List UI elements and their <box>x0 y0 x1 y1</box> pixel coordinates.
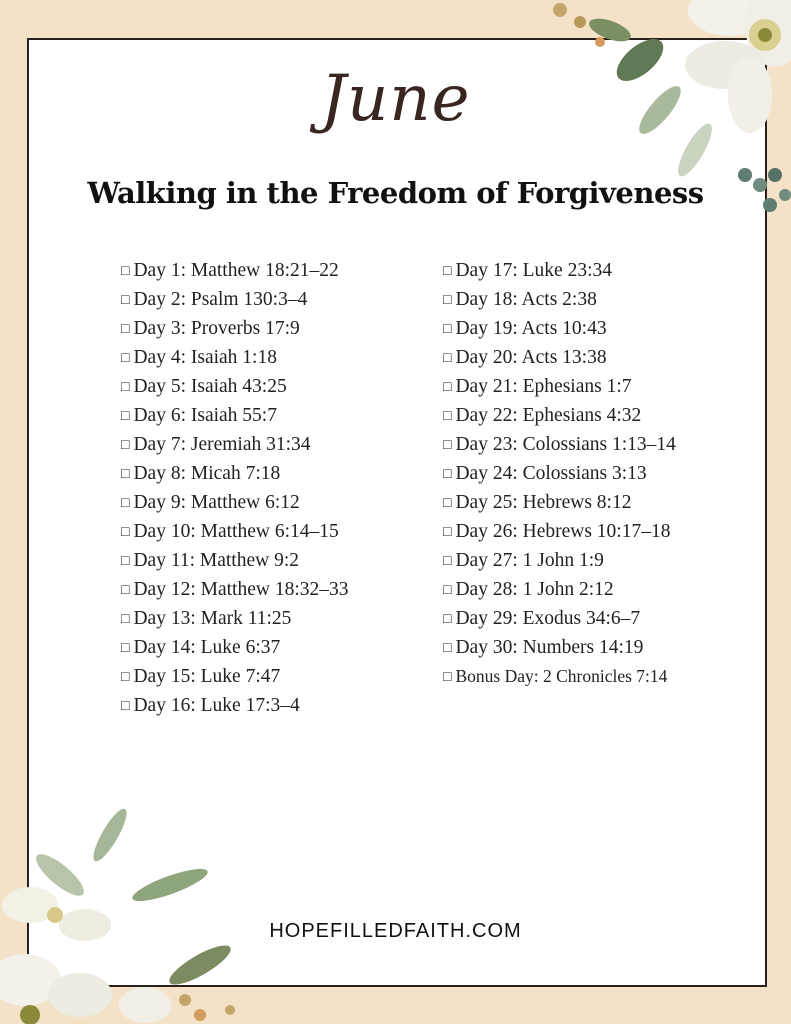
reading-item[interactable] <box>121 401 348 430</box>
month-title: June <box>320 62 471 136</box>
reading-label: Day 23: Colossians 1:13–14 <box>455 434 676 455</box>
reading-label: Day 22: Ephesians 4:32 <box>455 405 642 426</box>
reading-item[interactable] <box>443 488 676 517</box>
checkbox-icon[interactable]: □ <box>443 554 452 569</box>
reading-item[interactable] <box>443 256 676 285</box>
checkbox-icon[interactable]: □ <box>443 467 452 482</box>
reading-item[interactable] <box>121 256 348 285</box>
checkbox-icon[interactable]: □ <box>121 467 130 482</box>
checkbox-icon[interactable]: □ <box>121 322 130 337</box>
reading-item[interactable] <box>121 546 348 575</box>
reading-label: Day 21: Ephesians 1:7 <box>455 376 632 397</box>
checkbox-icon[interactable]: □ <box>121 699 130 714</box>
reading-label: Day 5: Isaiah 43:25 <box>133 376 287 397</box>
reading-item[interactable] <box>121 430 348 459</box>
checkbox-icon[interactable]: □ <box>121 496 130 511</box>
reading-label: Day 29: Exodus 34:6–7 <box>455 608 641 629</box>
reading-label: Day 15: Luke 7:47 <box>133 666 281 687</box>
reading-label: Day 12: Matthew 18:32–33 <box>133 579 349 600</box>
checkbox-icon[interactable]: □ <box>121 525 130 540</box>
reading-label: Day 16: Luke 17:3–4 <box>133 695 300 716</box>
reading-item[interactable] <box>121 604 348 633</box>
reading-label: Day 25: Hebrews 8:12 <box>455 492 632 513</box>
checkbox-icon[interactable]: □ <box>443 380 452 395</box>
checkbox-icon[interactable]: □ <box>121 351 130 366</box>
checkbox-icon[interactable]: □ <box>443 438 452 453</box>
checkbox-icon[interactable]: □ <box>121 293 130 308</box>
reading-label: Day 4: Isaiah 1:18 <box>133 347 277 368</box>
reading-label: Bonus Day: 2 Chronicles 7:14 <box>455 666 668 686</box>
checkbox-icon[interactable]: □ <box>443 670 452 685</box>
reading-item[interactable] <box>121 343 348 372</box>
reading-label: Day 27: 1 John 1:9 <box>455 550 604 571</box>
reading-list-right <box>443 256 676 691</box>
reading-item[interactable] <box>121 633 348 662</box>
reading-label: Day 7: Jeremiah 31:34 <box>133 434 311 455</box>
reading-item[interactable] <box>443 459 676 488</box>
reading-item[interactable] <box>121 517 348 546</box>
reading-label: Day 2: Psalm 130:3–4 <box>133 289 308 310</box>
reading-label: Day 9: Matthew 6:12 <box>133 492 300 513</box>
reading-item[interactable] <box>443 314 676 343</box>
reading-label: Day 14: Luke 6:37 <box>133 637 281 658</box>
checkbox-icon[interactable]: □ <box>121 438 130 453</box>
floral-bottom-left-decoration <box>0 805 330 1024</box>
checkbox-icon[interactable]: □ <box>443 525 452 540</box>
reading-item[interactable] <box>443 430 676 459</box>
checkbox-icon[interactable]: □ <box>443 351 452 366</box>
reading-item[interactable] <box>121 488 348 517</box>
reading-label: Day 18: Acts 2:38 <box>455 289 597 310</box>
reading-item[interactable] <box>121 575 348 604</box>
reading-item[interactable] <box>443 546 676 575</box>
reading-label: Day 28: 1 John 2:12 <box>455 579 614 600</box>
checkbox-icon[interactable]: □ <box>121 612 130 627</box>
reading-item[interactable] <box>121 691 348 720</box>
reading-item[interactable] <box>121 662 348 691</box>
checkbox-icon[interactable]: □ <box>443 496 452 511</box>
reading-label: Day 1: Matthew 18:21–22 <box>133 260 339 281</box>
reading-label: Day 19: Acts 10:43 <box>455 318 607 339</box>
checkbox-icon[interactable]: □ <box>443 583 452 598</box>
reading-label: Day 20: Acts 13:38 <box>455 347 607 368</box>
checkbox-icon[interactable]: □ <box>121 583 130 598</box>
reading-label: Day 6: Isaiah 55:7 <box>133 405 277 426</box>
checkbox-icon[interactable]: □ <box>443 322 452 337</box>
reading-item[interactable] <box>121 372 348 401</box>
checkbox-icon[interactable]: □ <box>121 670 130 685</box>
reading-label: Day 17: Luke 23:34 <box>455 260 612 281</box>
reading-item[interactable] <box>443 575 676 604</box>
reading-item[interactable] <box>443 604 676 633</box>
reading-list-left <box>121 256 348 720</box>
reading-item[interactable] <box>443 372 676 401</box>
reading-item[interactable] <box>121 459 348 488</box>
reading-item[interactable] <box>443 343 676 372</box>
checkbox-icon[interactable]: □ <box>121 409 130 424</box>
reading-label: Day 24: Colossians 3:13 <box>455 463 647 484</box>
website-footer: HOPEFILLEDFAITH.COM <box>269 920 522 942</box>
reading-label: Day 26: Hebrews 10:17–18 <box>455 521 671 542</box>
checkbox-icon[interactable]: □ <box>443 264 452 279</box>
reading-label: Day 30: Numbers 14:19 <box>455 637 644 658</box>
reading-item[interactable] <box>443 285 676 314</box>
checkbox-icon[interactable]: □ <box>121 380 130 395</box>
checkbox-icon[interactable]: □ <box>443 641 452 656</box>
reading-label: Day 11: Matthew 9:2 <box>133 550 300 571</box>
plan-subtitle: Walking in the Freedom of Forgiveness <box>87 176 704 210</box>
reading-label: Day 10: Matthew 6:14–15 <box>133 521 339 542</box>
reading-item[interactable] <box>443 401 676 430</box>
checkbox-icon[interactable]: □ <box>121 554 130 569</box>
reading-label: Day 3: Proverbs 17:9 <box>133 318 300 339</box>
reading-label: Day 13: Mark 11:25 <box>133 608 292 629</box>
bonus-reading-item[interactable] <box>443 662 676 691</box>
reading-item[interactable] <box>121 285 348 314</box>
reading-label: Day 8: Micah 7:18 <box>133 463 281 484</box>
checkbox-icon[interactable]: □ <box>121 264 130 279</box>
reading-item[interactable] <box>121 314 348 343</box>
checkbox-icon[interactable]: □ <box>121 641 130 656</box>
checkbox-icon[interactable]: □ <box>443 409 452 424</box>
reading-item[interactable] <box>443 517 676 546</box>
checkbox-icon[interactable]: □ <box>443 612 452 627</box>
reading-item[interactable] <box>443 633 676 662</box>
checkbox-icon[interactable]: □ <box>443 293 452 308</box>
